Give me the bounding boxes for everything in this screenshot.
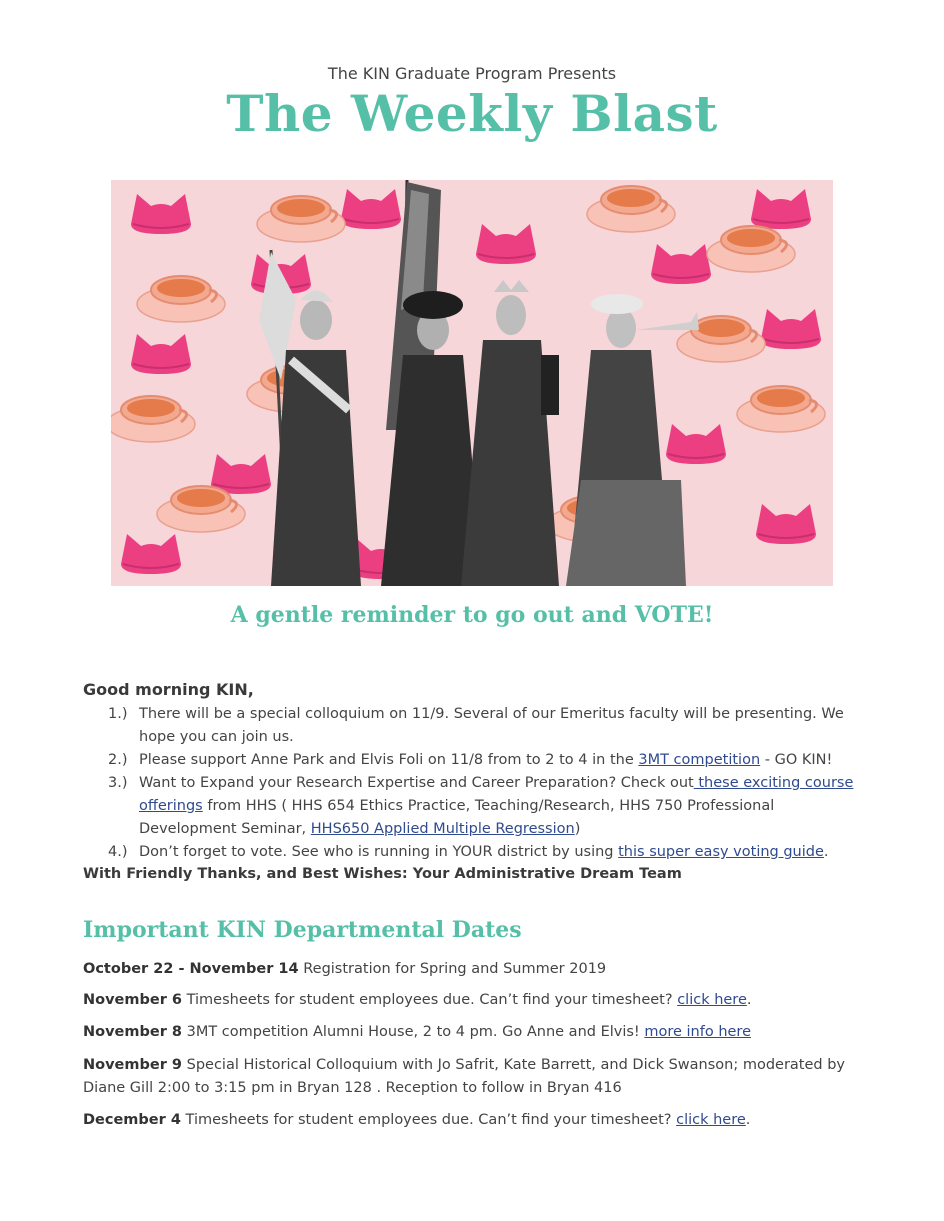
date-row-3mt (83, 1021, 863, 1044)
date-row-colloquium (83, 1054, 863, 1100)
item-text: - GO KIN! (760, 752, 833, 768)
item-text: ) (574, 821, 581, 837)
list-item (83, 841, 863, 864)
voting-guide-link[interactable]: this super easy voting guide (618, 844, 824, 860)
timesheet-click-here-link[interactable]: click here (676, 1112, 746, 1128)
item-text: Please support Anne Park and Elvis Foli on 11/8 from to 2 to 4 in the (139, 752, 639, 768)
suffragettes-collage-image (111, 180, 833, 586)
item-text: There will be a special colloquium on 11/9. Several of our Emeritus faculty will be presenting. We hope you can join us. (139, 706, 844, 745)
item-text: Want to Expand your Research Expertise and Career Preparation? Check out (139, 775, 694, 791)
date-label: October 22 - November 14 (83, 961, 299, 977)
timesheet-click-here-link[interactable]: click here (677, 992, 747, 1008)
course-offerings-link[interactable]: these exciting course offerings (139, 775, 854, 814)
list-item (83, 749, 863, 772)
item-text: Don’t forget to vote. See who is running in YOUR district by using (139, 844, 619, 860)
date-text: Timesheets for student employees due. Can’t find your timesheet? (180, 1112, 677, 1128)
date-label: November 6 (83, 992, 182, 1008)
date-text: Registration for Spring and Summer 2019 (298, 961, 607, 977)
greeting: Good morning KIN, (83, 680, 254, 699)
more-info-link[interactable]: more info here (644, 1024, 751, 1040)
newsletter-title: The Weekly Blast (226, 84, 718, 143)
list-item (83, 703, 863, 749)
date-text: Timesheets for student employees due. Can’t find your timesheet? (182, 992, 678, 1008)
date-text-after: . (745, 1112, 751, 1128)
date-row-registration (83, 958, 863, 981)
date-text: Special Historical Colloquium with Jo Safrit, Kate Barrett, and Dick Swanson; moderated by Diane Gill 2:00 to 3:15 pm in Bryan 128 . Reception to follow in Bryan 416 (83, 1057, 846, 1096)
item-number: 2.) (108, 752, 128, 768)
list-item (83, 772, 863, 841)
item-number: 1.) (108, 706, 128, 722)
item-number: 3.) (108, 775, 128, 791)
vote-reminder: A gentle reminder to go out and VOTE! (230, 602, 714, 628)
item-text: . (823, 844, 829, 860)
date-label: November 8 (83, 1024, 182, 1040)
date-text-after: . (746, 992, 752, 1008)
date-label: December 4 (83, 1112, 181, 1128)
item-text: from HHS ( HHS 654 Ethics Practice, Teaching/Research, HHS 750 Professional Development Seminar, (139, 798, 775, 837)
date-label: November 9 (83, 1057, 182, 1073)
hhs650-link[interactable]: HHS650 Applied Multiple Regression (310, 821, 575, 837)
announcement-list (83, 703, 863, 864)
date-row-timesheets-dec (83, 1109, 863, 1132)
signoff: With Friendly Thanks, and Best Wishes: Your Administrative Dream Team (83, 866, 682, 882)
presents-line: The KIN Graduate Program Presents (327, 64, 617, 83)
dates-heading: Important KIN Departmental Dates (83, 917, 522, 943)
3mt-competition-link[interactable]: 3MT competition (638, 752, 761, 768)
item-number: 4.) (108, 844, 128, 860)
date-text: 3MT competition Alumni House, 2 to 4 pm. Go Anne and Elvis! (182, 1024, 645, 1040)
date-row-timesheets-nov (83, 989, 863, 1012)
